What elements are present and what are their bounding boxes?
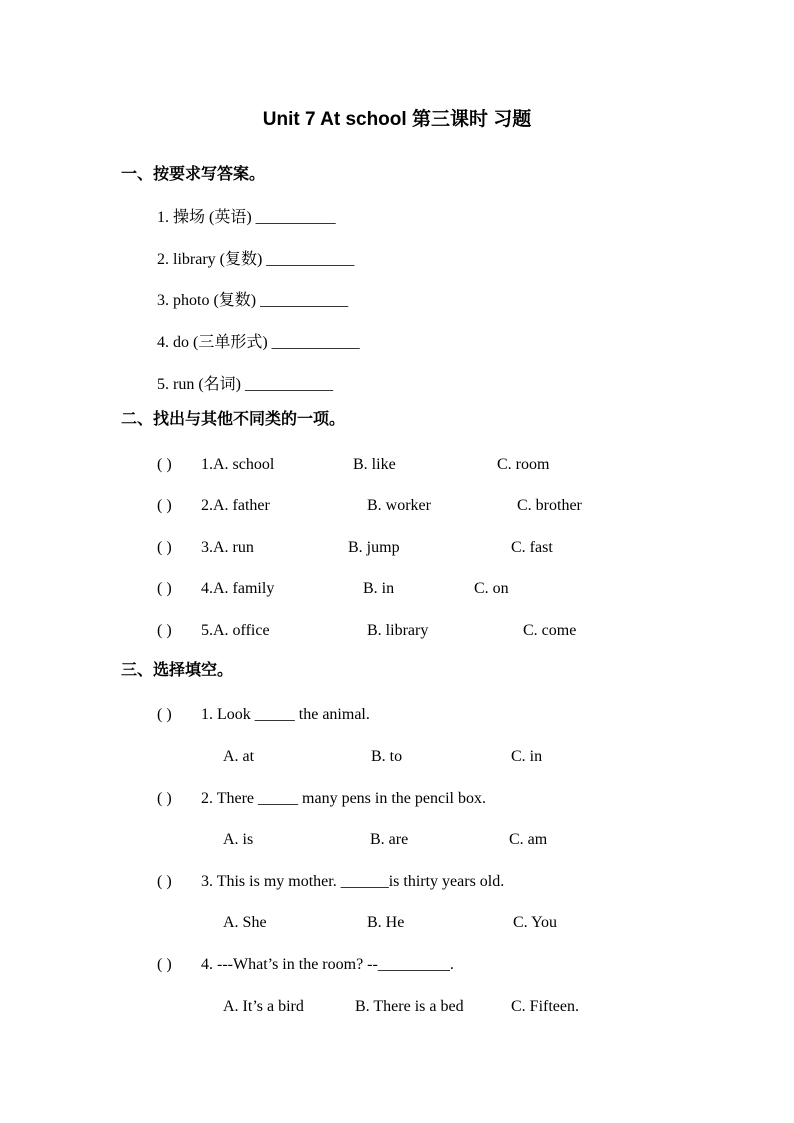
s1-item-1: 1. 操场 (英语) __________	[157, 209, 336, 226]
section2-heading: 二、找出与其他不同类的一项。	[121, 409, 346, 428]
s2-item-3-option-a: 3.A. run	[201, 539, 254, 556]
section1-heading: 一、按要求写答案。	[121, 164, 266, 183]
s2-item-2-option-b: B. worker	[367, 497, 431, 514]
s2-item-2-option-c: C. brother	[517, 497, 582, 514]
s1-item-3: 3. photo (复数) ___________	[157, 292, 349, 309]
s2-item-2-option-a: 2.A. father	[201, 497, 270, 514]
s3-item-2-paren: ( )	[157, 790, 172, 807]
s2-item-4-option-b: B. in	[363, 580, 395, 597]
s2-item-5-option-a: 5.A. office	[201, 622, 270, 639]
s3-item-1-option-a: A. at	[223, 748, 255, 765]
s3-item-3-option-a: A. She	[223, 914, 267, 931]
s3-item-4-question: 4. ---What’s in the room? --_________.	[201, 956, 454, 973]
s2-item-4-paren: ( )	[157, 580, 172, 597]
s3-item-3-option-c: C. You	[513, 914, 558, 931]
s3-item-4-option-b: B. There is a bed	[355, 998, 464, 1015]
s2-item-5-option-b: B. library	[367, 622, 429, 639]
s2-item-5-option-c: C. come	[523, 622, 577, 639]
s3-item-4-option-c: C. Fifteen.	[511, 998, 579, 1015]
page-title: Unit 7 At school 第三课时 习题	[262, 109, 532, 130]
s1-item-4: 4. do (三单形式) ___________	[157, 334, 360, 351]
s3-item-1-question: 1. Look _____ the animal.	[201, 706, 370, 723]
s2-item-5-paren: ( )	[157, 622, 172, 639]
s1-item-5: 5. run (名词) ___________	[157, 376, 333, 393]
s3-item-3-option-b: B. He	[367, 914, 405, 931]
s3-item-4-paren: ( )	[157, 956, 172, 973]
s3-item-1-option-c: C. in	[511, 748, 543, 765]
s3-item-2-question: 2. There _____ many pens in the pencil box.	[201, 790, 486, 807]
s1-item-2: 2. library (复数) ___________	[157, 251, 355, 268]
s2-item-1-paren: ( )	[157, 456, 172, 473]
s3-item-1-option-b: B. to	[371, 748, 403, 765]
s3-item-4-option-a: A. It’s a bird	[223, 998, 304, 1015]
section3-heading: 三、选择填空。	[121, 660, 234, 679]
s2-item-1-option-a: 1.A. school	[201, 456, 275, 473]
s3-item-1-paren: ( )	[157, 706, 172, 723]
s2-item-2-paren: ( )	[157, 497, 172, 514]
s2-item-3-option-c: C. fast	[511, 539, 553, 556]
s3-item-2-option-a: A. is	[223, 831, 254, 848]
s2-item-3-option-b: B. jump	[348, 539, 400, 556]
s2-item-4-option-a: 4.A. family	[201, 580, 275, 597]
s3-item-2-option-b: B. are	[370, 831, 409, 848]
s2-item-4-option-c: C. on	[474, 580, 509, 597]
s3-item-3-question: 3. This is my mother. ______is thirty years old.	[201, 873, 505, 890]
s2-item-1-option-c: C. room	[497, 456, 550, 473]
s3-item-2-option-c: C. am	[509, 831, 548, 848]
s3-item-3-paren: ( )	[157, 873, 172, 890]
s2-item-3-paren: ( )	[157, 539, 172, 556]
s2-item-1-option-b: B. like	[353, 456, 396, 473]
